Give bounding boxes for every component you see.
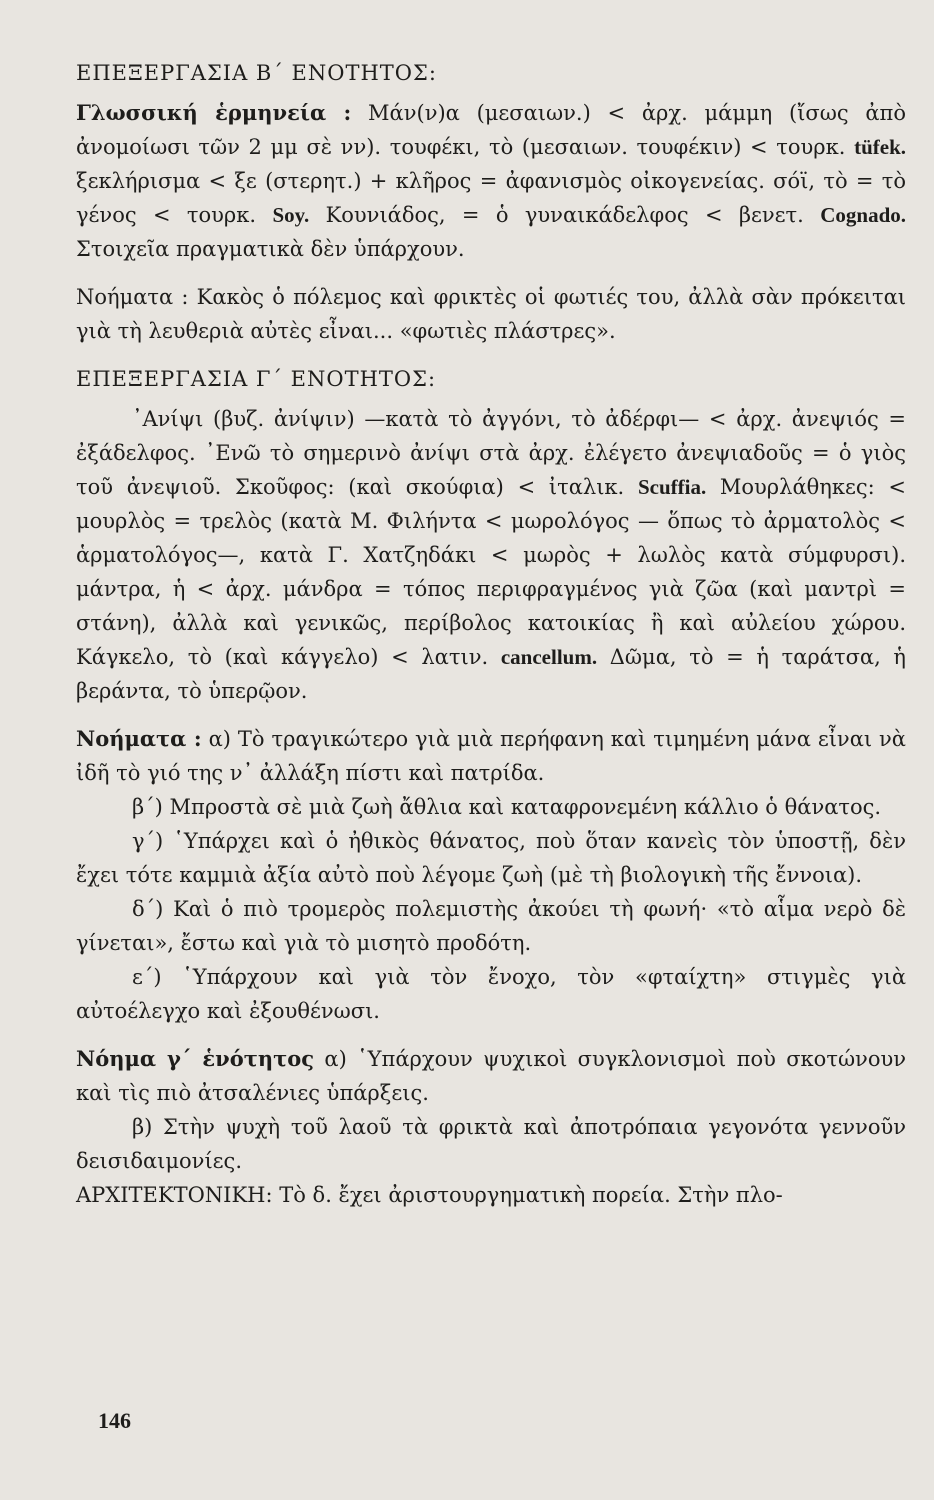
section-2-glossary xyxy=(76,96,906,266)
section-2-heading: ΕΠΕΞΕΡΓΑΣΙΑ Β΄ ΕΝΟΤΗΤΟΣ: xyxy=(76,61,437,85)
glossary-text: Μάν(ν)α (μεσαιων.) < ἀρχ. μάμμη (ἴσως ἀπὸ ἀνομοίωσι τῶν 2 μμ σὲ νν). τουφέκι, τὸ (μεσαιων. τουφέκιν) < τουρκ. xyxy=(76,101,906,159)
glossary-label: Γλωσσική ἑρμηνεία : xyxy=(76,100,352,125)
foreign-term: Scuffia. xyxy=(637,475,707,499)
section-3-meaning-b: β΄) Μπροστὰ σὲ μιὰ ζωὴ ἄθλια καὶ καταφρονεμένη κάλλιο ὁ θάνατος. xyxy=(132,795,882,819)
foreign-term: tüfek. xyxy=(854,135,906,159)
section-3-meaning-c: γ΄) ῾Υπάρχει καὶ ὁ ἠθικὸς θάνατος, ποὺ ὅταν κανεὶς τὸν ὑποστῇ, δὲν ἔχει τότε καμμιὰ ἀξία αὐτὸ ποὺ λέγομε ζωὴ (μὲ τὴ βιολογικὴ τῆς ἔννοια). xyxy=(76,829,906,887)
meanings-text: Κακὸς ὁ πόλεμος καὶ φρικτὲς οἱ φωτιές του, ἀλλὰ σὰν πρόκειται γιὰ τὴ λευθεριὰ αὐτὲς εἶναι... «φωτιὲς πλάστρες». xyxy=(76,285,906,343)
section-3-glossary xyxy=(76,402,906,708)
page-text xyxy=(76,56,906,1212)
section-2-meanings xyxy=(76,280,906,348)
glossary-text: Κουνιάδος, = ὁ γυναικάδελφος < βενετ. xyxy=(325,203,804,227)
meaning-text: α) Τὸ τραγικώτερο γιὰ μιὰ περήφανη καὶ τιμημένη μάνα εἶναι νὰ ἰδῆ τὸ γιό της ν᾿ ἀλλάξη πίστι καὶ πατρίδα. xyxy=(76,727,906,785)
foreign-term: Cognado. xyxy=(820,203,906,227)
glossary-text: Μουρλάθηκες: < μουρλὸς = τρελὸς (κατὰ Μ. Φιλήντα < μωρολόγος — ὅπως τὸ ἀρματολὸς < ἁρματολόγος—, κατὰ Γ. Χατζηδάκι < μωρὸς + λωλὸς κατὰ σύμφυρσι). μάντρα, ἡ < ἀρχ. μάνδρα = τόπος περιφραγμένος γιὰ ζῶα (καὶ μαντρὶ = στάνη), ἀλλὰ καὶ γενικῶς, περίβολος κατοικίας ἢ καὶ αὐλείου χώρου. Κάγκελο, τὸ (καὶ κάγγελο) < λατιν. xyxy=(76,475,906,669)
architecture-label: ΑΡΧΙΤΕΚΤΟΝΙΚΗ: xyxy=(76,1183,273,1207)
architecture-paragraph xyxy=(76,1178,906,1212)
unit-meaning-label: Νόημα γ΄ ἑνότητος xyxy=(76,1046,315,1071)
unit-meaning-text: α) ῾Υπάρχουν ψυχικοὶ συγκλονισμοὶ ποὺ σκοτώνουν καὶ τὶς πιὸ ἀτσαλένιες ὑπάρξεις. xyxy=(76,1047,907,1105)
unit-meaning-a xyxy=(76,1042,906,1110)
glossary-text: ᾿Ανίψι (βυζ. ἀνίψιν) —κατὰ τὸ ἀγγόνι, τὸ ἀδέρφι— < ἀρχ. ἀνεψιός = ἐξάδελφος. ᾿Ενῶ τὸ σημερινὸ ἀνίψι στὰ ἀρχ. ἐλέγετο ἀνεψιαδοῦς = ὁ γιὸς τοῦ ἀνεψιοῦ. Σκοῦφος: (καὶ σκούφια) < ἰταλικ. xyxy=(76,407,906,499)
meanings-label: Νοήματα : xyxy=(76,285,189,309)
section-3-meaning-d: δ΄) Καὶ ὁ πιὸ τρομερὸς πολεμιστὴς ἀκούει τὴ φωνή· «τὸ αἷμα νερὸ δὲ γίνεται», ἔστω καὶ γιὰ τὸ μισητὸ προδότη. xyxy=(76,897,906,955)
glossary-text: Στοιχεῖα πραγματικὰ δὲν ὑπάρχουν. xyxy=(76,237,465,261)
architecture-text: Τὸ δ. ἔχει ἀριστουργηματικὴ πορεία. Στὴν πλο- xyxy=(279,1183,783,1207)
meanings-label: Νοήματα : xyxy=(76,726,202,751)
glossary-text: ξεκλήρισμα < ξε (στερητ.) + κλῆρος = ἀφανισμὸς οἰκογενείας. σόϊ, τὸ = τὸ γένος < τουρκ. xyxy=(76,169,906,227)
page-number: 146 xyxy=(98,1408,131,1433)
section-3-meaning-e: ε΄) ῾Υπάρχουν καὶ γιὰ τὸν ἔνοχο, τὸν «φταίχτη» στιγμὲς γιὰ αὐτοέλεγχο καὶ ἐξουθένωσι. xyxy=(76,965,906,1023)
section-3-heading: ΕΠΕΞΕΡΓΑΣΙΑ Γ΄ ΕΝΟΤΗΤΟΣ: xyxy=(76,367,437,391)
unit-meaning-b: β) Στὴν ψυχὴ τοῦ λαοῦ τὰ φρικτὰ καὶ ἀποτρόπαια γεγονότα γεννοῦν δεισιδαιμονίες. xyxy=(76,1115,906,1173)
foreign-term: Soy. xyxy=(272,203,310,227)
foreign-term: cancellum. xyxy=(500,645,598,669)
glossary-text: Δῶμα, τὸ = ἡ ταράτσα, ἡ βεράντα, τὸ ὑπερῷον. xyxy=(76,645,906,703)
section-3-meaning-a xyxy=(76,722,906,790)
